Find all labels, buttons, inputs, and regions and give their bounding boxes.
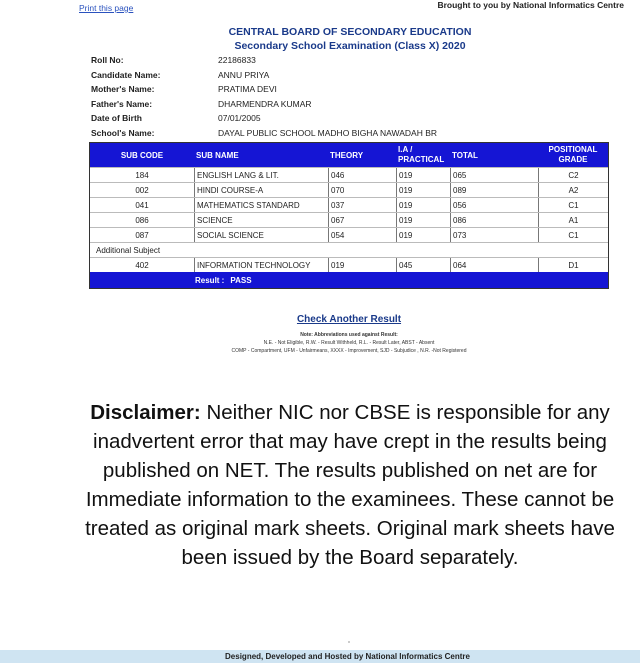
- info-row-candidate: [91, 68, 437, 83]
- cell-practical: 019: [396, 168, 450, 182]
- cell-total: 073: [450, 228, 538, 242]
- disclaimer: [70, 398, 630, 572]
- cell-code: 184: [135, 170, 149, 180]
- cell-name: HINDI COURSE-A: [194, 183, 328, 197]
- board-header: [0, 25, 640, 53]
- cell-total: 065: [450, 168, 538, 182]
- result-value: PASS: [230, 275, 252, 285]
- cell-theory: 054: [328, 228, 396, 242]
- disclaimer-text: Neither NIC nor CBSE is responsible for any inadvertent error that may have crept in the results being published on NET. The results published on net are for Immediate information to the examinees. These cannot be treated as original mark sheets. Original mark sheets have been issued by the Board separately.: [85, 401, 615, 569]
- cell-total: 089: [450, 183, 538, 197]
- cell-theory: 046: [328, 168, 396, 182]
- note-title: Note: Abbreviations used against Result:: [300, 332, 398, 338]
- marks-header-row: [90, 143, 608, 167]
- info-value: DHARMENDRA KUMAR: [218, 98, 312, 109]
- additional-subject-label: Additional Subject: [90, 242, 608, 257]
- cell-practical: 019: [396, 213, 450, 227]
- check-another-result-link[interactable]: Check Another Result: [296, 314, 402, 325]
- board-name: CENTRAL BOARD OF SECONDARY EDUCATION: [228, 26, 472, 38]
- info-label: Candidate Name:: [91, 69, 161, 80]
- info-row-school: [91, 126, 437, 141]
- cell-grade: C1: [538, 198, 608, 212]
- cell-total: 086: [450, 213, 538, 227]
- top-bar: [0, 0, 640, 16]
- result-row: [90, 272, 608, 288]
- table-row: [90, 212, 608, 227]
- info-value: ANNU PRIYA: [218, 69, 270, 80]
- header-practical: I.A / PRACTICAL: [398, 145, 445, 164]
- info-value: DAYAL PUBLIC SCHOOL MADHO BIGHA NAWADAH BR: [218, 127, 437, 138]
- cell-code: 041: [135, 200, 149, 210]
- exam-title: Secondary School Examination (Class X) 2020: [234, 40, 466, 52]
- info-row-roll: [91, 53, 437, 68]
- cell-grade: D1: [538, 258, 608, 272]
- info-value: PRATIMA DEVI: [218, 84, 277, 95]
- cell-name: ENGLISH LANG & LIT.: [194, 168, 328, 182]
- cell-total: 056: [450, 198, 538, 212]
- cell-name: SOCIAL SCIENCE: [194, 228, 328, 242]
- cell-code: 402: [135, 260, 149, 270]
- table-row: [90, 197, 608, 212]
- info-label: Roll No:: [91, 55, 124, 66]
- print-page-link[interactable]: Print this page: [79, 3, 134, 13]
- cell-name: MATHEMATICS STANDARD: [194, 198, 328, 212]
- table-row-additional: [90, 257, 608, 272]
- header-sub-code: SUB CODE: [120, 150, 164, 160]
- abbreviations-note: [0, 331, 640, 355]
- table-row: [90, 227, 608, 242]
- info-value: 07/01/2005: [218, 113, 261, 124]
- cell-code: 002: [135, 185, 149, 195]
- header-theory: THEORY: [330, 150, 364, 160]
- cell-grade: A2: [538, 183, 608, 197]
- cell-practical: 019: [396, 228, 450, 242]
- cell-practical: 045: [396, 258, 450, 272]
- cell-name: INFORMATION TECHNOLOGY: [194, 258, 328, 272]
- cell-practical: 019: [396, 198, 450, 212]
- note-line-2: COMP - Compartment, UFM - Unfairmeans, XXXX - Improvement, SJD - Subjudice , N.R. -Not Registered: [231, 348, 467, 354]
- cell-theory: 067: [328, 213, 396, 227]
- brought-by-text: Brought to you by National Informatics Centre: [437, 0, 624, 10]
- cell-grade: A1: [538, 213, 608, 227]
- result-label: Result :: [195, 275, 225, 285]
- cell-name: SCIENCE: [194, 213, 328, 227]
- cell-code: 086: [135, 215, 149, 225]
- info-label: Date of Birth: [91, 113, 142, 124]
- marks-table: [89, 142, 609, 289]
- note-line-1: N.E. - Not Eligible, R.W. - Result Withheld, R.L. - Result Later, ABST - Absent: [263, 340, 435, 346]
- candidate-info: [91, 53, 437, 140]
- header-total: TOTAL: [452, 150, 478, 160]
- footer: Designed, Developed and Hosted by National Informatics Centre: [0, 650, 640, 663]
- cell-theory: 019: [328, 258, 396, 272]
- info-label: Father's Name:: [91, 98, 153, 109]
- table-row: [90, 167, 608, 182]
- info-row-mother: [91, 82, 437, 97]
- cell-grade: C2: [538, 168, 608, 182]
- info-label: Mother's Name:: [91, 84, 155, 95]
- cell-practical: 019: [396, 183, 450, 197]
- header-grade: POSITIONAL GRADE: [548, 145, 598, 164]
- info-row-father: [91, 97, 437, 112]
- info-label: School's Name:: [91, 127, 155, 138]
- cell-theory: 070: [328, 183, 396, 197]
- info-value: 22186833: [218, 55, 256, 66]
- divider-dot: [348, 641, 350, 643]
- cell-total: 064: [450, 258, 538, 272]
- cell-grade: C1: [538, 228, 608, 242]
- header-sub-name: SUB NAME: [196, 150, 239, 160]
- table-row: [90, 182, 608, 197]
- info-row-dob: [91, 111, 437, 126]
- disclaimer-label: Disclaimer:: [90, 401, 201, 424]
- cell-code: 087: [135, 230, 149, 240]
- cell-theory: 037: [328, 198, 396, 212]
